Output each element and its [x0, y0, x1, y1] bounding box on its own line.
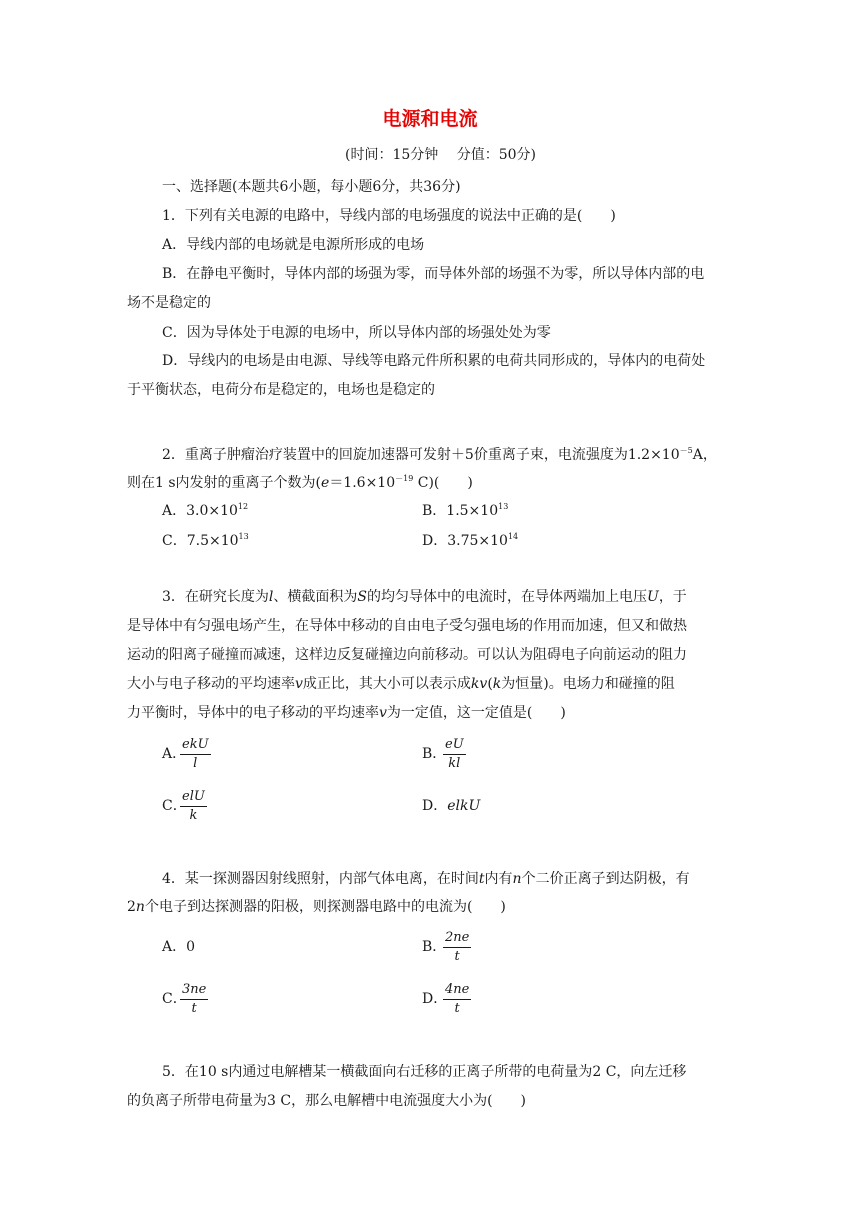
q3-stem-line4: 大小与电子移动的平均速率v成正比，其大小可以表示成kv(k为恒量)。电场力和碰撞的阻 [127, 676, 675, 692]
q5-stem-line1: 5．在10 s内通过电解槽某一横截面向右迁移的正离子所带的电荷量为2 C，向左迁移 [162, 1064, 687, 1080]
q3-option-b-fraction: $\frac{eU}{kl}$ [445, 737, 464, 771]
q3-option-d: D．elkU [422, 798, 481, 814]
q3-stem-line1: 3．在研究长度为l、横截面积为S的均匀导体中的电流时，在导体两端加上电压U，于 [162, 589, 687, 605]
q1-option-d-line2: 于平衡状态，电荷分布是稳定的，电场也是稳定的 [127, 382, 435, 398]
q4-option-c-label: C． [162, 991, 187, 1007]
q4-option-a: A．0 [162, 939, 196, 955]
q3-option-c-fraction: elU k [182, 789, 205, 823]
q4-stem-line1: 4．某一探测器因射线照射，内部气体电离，在时间t内有n个二价正离子到达阴极，有 [162, 871, 690, 887]
q4-option-b-fraction: $\frac{2ne}{t}$ [445, 930, 470, 964]
q3-option-c-label: C． [162, 798, 187, 814]
exam-meta: (时间：15分钟 分值：50分) [345, 147, 537, 163]
q4-stem-line2: 2n个电子到达探测器的阳极，则探测器电路中的电流为( ) [127, 899, 506, 915]
q2-stem-line2: 则在1 s内发射的重离子个数为($e=1.6\times 10^{-19}$ C)( ) [127, 474, 473, 491]
page-title: 电源和电流 [382, 108, 478, 130]
q5-stem-line2: 的负离子所带电荷量为3 C，那么电解槽中电流强度大小为( ) [127, 1093, 526, 1109]
q2-option-c: C．$7.5\times 10^{13}$ [162, 532, 249, 549]
q1-option-c: C．因为导体处于电源的电场中，所以导体内部的场强处处为零 [162, 325, 551, 341]
q1-option-b-line1: B．在静电平衡时，导体内部的场强为零，而导体外部的场强不为零，所以导体内部的电 [162, 266, 705, 282]
q3-stem-line5: 力平衡时，导体中的电子移动的平均速率v为一定值，这一定值是( ) [127, 705, 566, 721]
q1-option-b-line2: 场不是稳定的 [127, 295, 211, 311]
q2-option-d: D．$3.75\times 10^{14}$ [422, 532, 519, 549]
q4-option-c-fraction: $\frac{3ne}{t}$ [182, 982, 207, 1016]
q3-stem-line2: 是导体中有匀强电场产生，在导体中移动的自由电子受匀强电场的作用而加速，但又和做热 [127, 618, 687, 634]
q3-stem-line3: 运动的阳离子碰撞而减速，这样边反复碰撞边向前移动。可以认为阻碍电子向前运动的阻力 [127, 647, 687, 663]
q2-option-a: A．$3.0\times 10^{12}$ [162, 502, 249, 519]
q4-option-d-label: D． [422, 991, 448, 1007]
q4-option-d-fraction: $\frac{4ne}{t}$ [445, 982, 470, 1016]
q2-stem-line1: 2．重离子肿瘤治疗装置中的回旋加速器可发射＋5价重离子束，电流强度为$1.2\times 10^{-5}A$， [162, 446, 717, 463]
q2-option-b: B．$1.5\times 10^{13}$ [422, 502, 509, 519]
q1-option-a: A．导线内部的电场就是电源所形成的电场 [162, 237, 425, 253]
q4-option-b-label: B． [422, 939, 447, 955]
section-heading: 一、选择题(本题共6小题，每小题6分，共36分) [162, 179, 461, 195]
q1-stem: 1．下列有关电源的电路中，导线内部的电场强度的说法中正确的是( ) [162, 208, 616, 224]
q3-option-a-fraction: ekU l [182, 737, 209, 771]
q3-option-b-label: B． [422, 746, 447, 762]
q1-option-d-line1: D．导线内的电场是由电源、导线等电路元件所积累的电荷共同形成的，导体内的电荷处 [162, 353, 706, 369]
q3-option-a-label: A． [162, 746, 187, 762]
